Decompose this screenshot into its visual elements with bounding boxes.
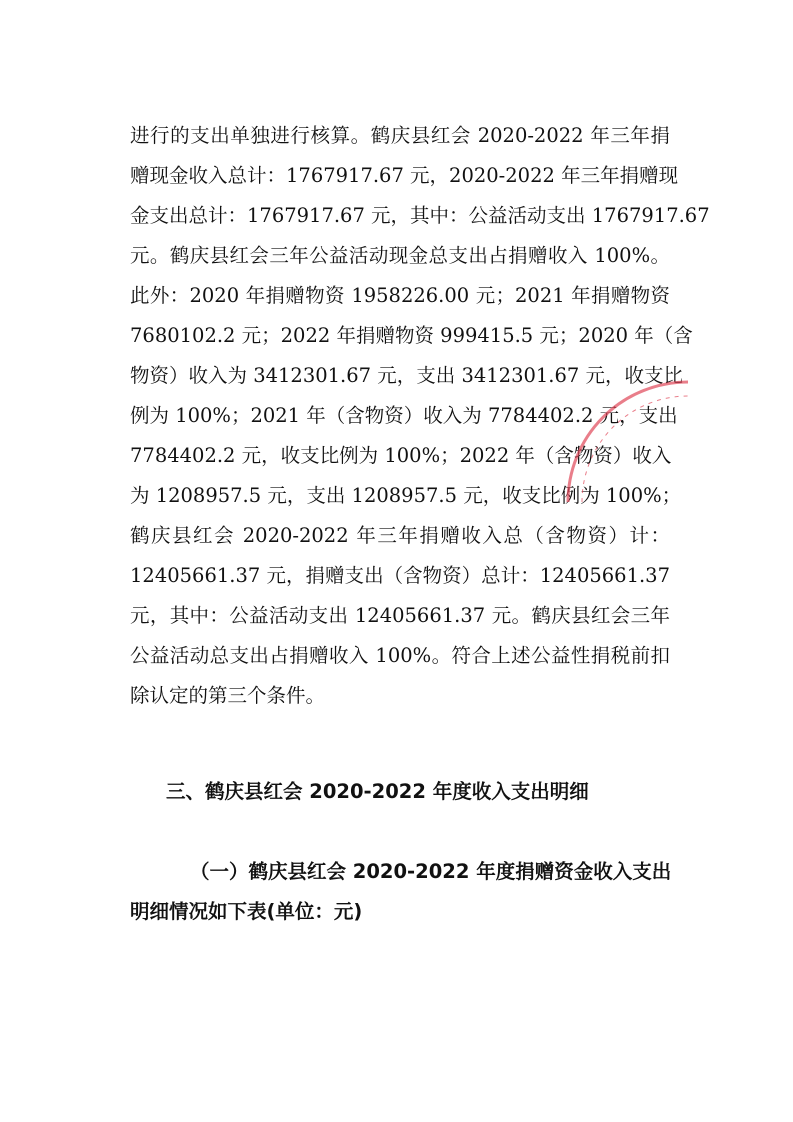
subsection-line: 明细情况如下表(单位：元) (130, 900, 363, 923)
body-line: 公益活动总支出占捐赠收入 100%。符合上述公益性捐税前扣 (130, 644, 670, 667)
body-line: 赠现金收入总计：1767917.67 元，2020-2022 年三年捐赠现 (130, 164, 679, 187)
body-line: 例为 100%；2021 年（含物资）收入为 7784402.2 元，支出 (130, 404, 678, 427)
body-paragraph (130, 116, 710, 716)
body-line: 物资）收入为 3412301.67 元，支出 3412301.67 元，收支比 (130, 364, 684, 387)
body-line: 鹤庆县红会 2020-2022 年三年捐赠收入总（含物资）计： (130, 524, 670, 547)
body-line: 此外：2020 年捐赠物资 1958226.00 元；2021 年捐赠物资 (130, 284, 670, 307)
body-line: 元，其中：公益活动支出 12405661.37 元。鹤庆县红会三年 (130, 604, 670, 627)
subsection-heading (130, 852, 670, 932)
body-line: 元。鹤庆县红会三年公益活动现金总支出占捐赠收入 100%。 (130, 244, 670, 267)
subsection-line: （一）鹤庆县红会 2020-2022 年度捐赠资金收入支出 (190, 860, 672, 883)
body-line: 7784402.2 元，收支比例为 100%；2022 年（含物资）收入 (130, 444, 672, 467)
body-line: 金支出总计：1767917.67 元，其中：公益活动支出 1767917.67 (130, 204, 710, 227)
body-line: 除认定的第三个条件。 (130, 684, 326, 707)
body-line: 12405661.37 元，捐赠支出（含物资）总计：12405661.37 (130, 564, 670, 587)
section-heading: 三、鹤庆县红会 2020-2022 年度收入支出明细 (166, 780, 589, 803)
body-line: 为 1208957.5 元，支出 1208957.5 元，收支比例为 100%； (130, 484, 682, 507)
body-line: 7680102.2 元；2022 年捐赠物资 999415.5 元；2020 年（含 (130, 324, 693, 347)
body-line: 进行的支出单独进行核算。鹤庆县红会 2020-2022 年三年捐 (130, 124, 670, 147)
